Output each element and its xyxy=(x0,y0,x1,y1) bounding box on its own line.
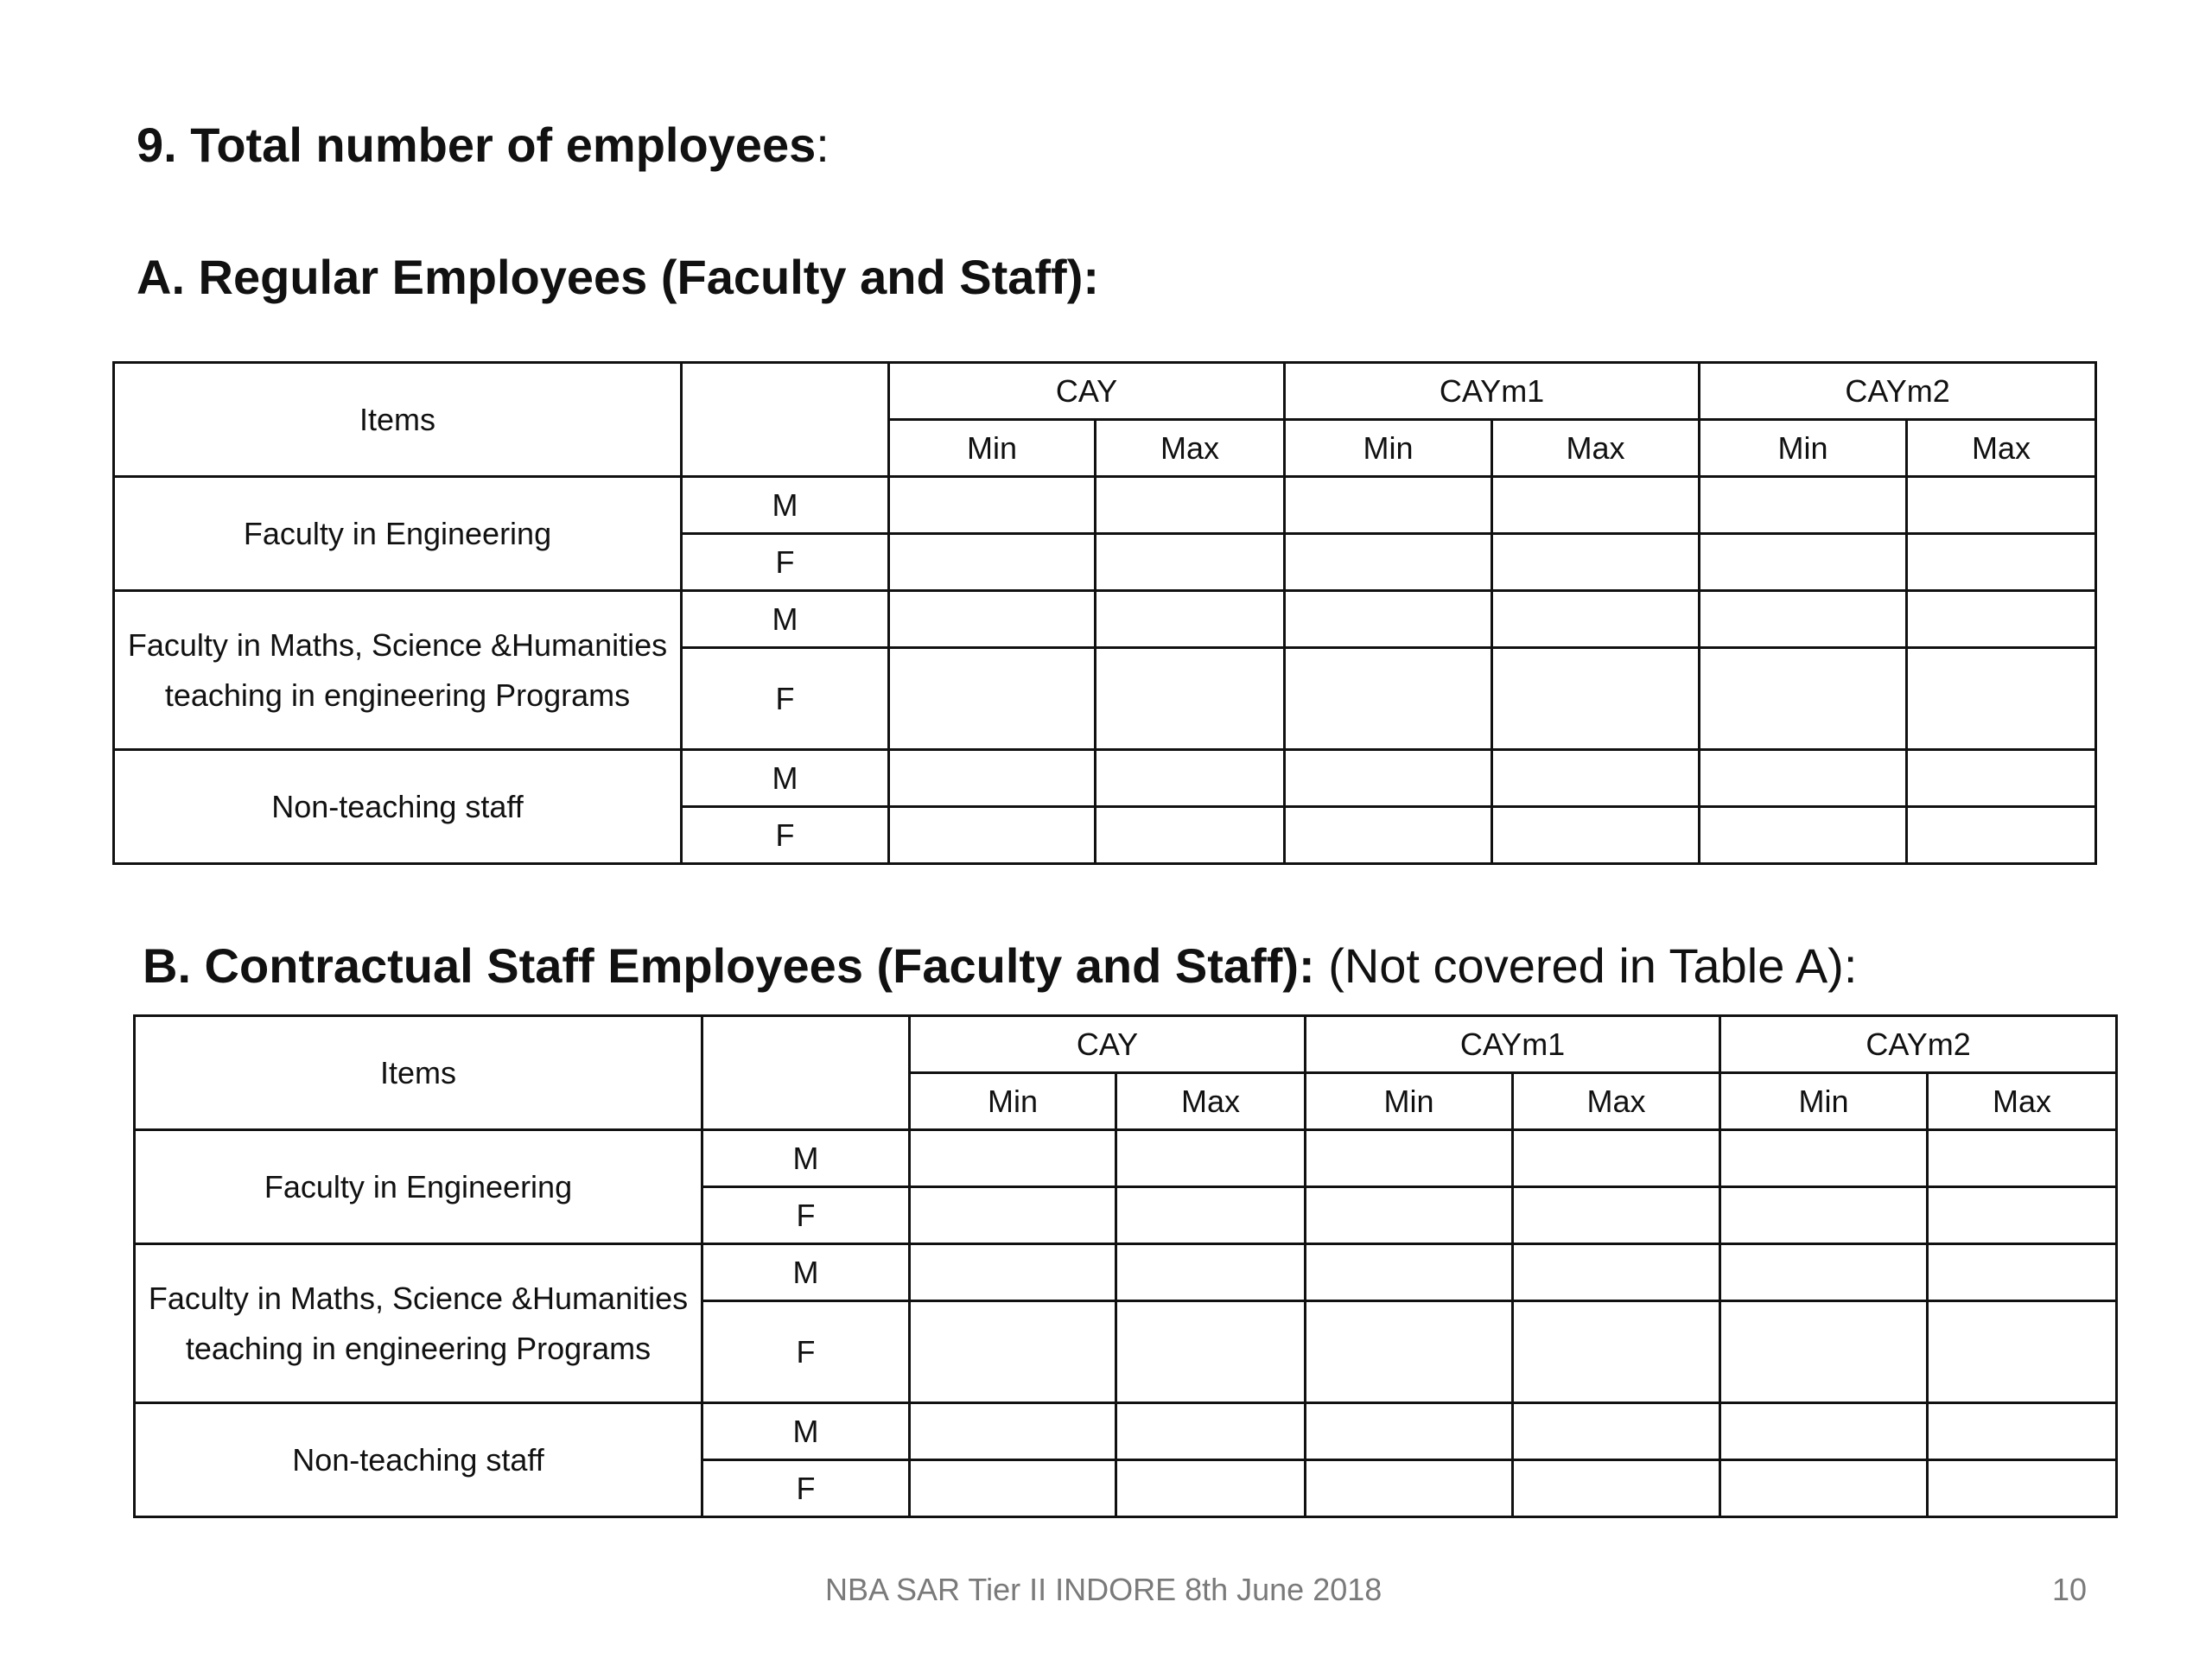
gender-cell: F xyxy=(682,648,889,750)
year-header-cay: CAY xyxy=(910,1016,1306,1073)
min-header: Min xyxy=(889,420,1096,477)
value-cell[interactable] xyxy=(1907,807,2096,864)
value-cell[interactable] xyxy=(1513,1301,1720,1403)
value-cell[interactable] xyxy=(1907,534,2096,591)
year-header-caym2: CAYm2 xyxy=(1720,1016,2117,1073)
max-header: Max xyxy=(1116,1073,1306,1130)
value-cell[interactable] xyxy=(1700,477,1907,534)
value-cell[interactable] xyxy=(1492,807,1700,864)
gender-cell: M xyxy=(702,1130,910,1187)
value-cell[interactable] xyxy=(1285,807,1492,864)
gender-cell: M xyxy=(702,1403,910,1460)
year-header-caym1: CAYm1 xyxy=(1306,1016,1720,1073)
value-cell[interactable] xyxy=(1928,1460,2117,1517)
gender-cell: M xyxy=(682,477,889,534)
value-cell[interactable] xyxy=(1116,1130,1306,1187)
value-cell[interactable] xyxy=(1928,1244,2117,1301)
row-label-non-teaching-staff: Non-teaching staff xyxy=(114,750,682,864)
max-header: Max xyxy=(1907,420,2096,477)
value-cell[interactable] xyxy=(1492,534,1700,591)
value-cell[interactable] xyxy=(889,750,1096,807)
value-cell[interactable] xyxy=(1116,1244,1306,1301)
value-cell[interactable] xyxy=(1928,1301,2117,1403)
gender-cell: M xyxy=(682,591,889,648)
value-cell[interactable] xyxy=(1513,1244,1720,1301)
value-cell[interactable] xyxy=(1116,1460,1306,1517)
value-cell[interactable] xyxy=(1096,807,1285,864)
value-cell[interactable] xyxy=(1720,1403,1928,1460)
gender-cell: M xyxy=(682,750,889,807)
value-cell[interactable] xyxy=(1285,750,1492,807)
items-header: Items xyxy=(114,363,682,477)
value-cell[interactable] xyxy=(1096,534,1285,591)
value-cell[interactable] xyxy=(910,1244,1116,1301)
gender-cell: F xyxy=(702,1187,910,1244)
items-header: Items xyxy=(135,1016,702,1130)
value-cell[interactable] xyxy=(1285,648,1492,750)
gender-cell: F xyxy=(682,534,889,591)
value-cell[interactable] xyxy=(1096,648,1285,750)
gender-cell: F xyxy=(682,807,889,864)
max-header: Max xyxy=(1513,1073,1720,1130)
value-cell[interactable] xyxy=(1513,1460,1720,1517)
value-cell[interactable] xyxy=(1720,1244,1928,1301)
value-cell[interactable] xyxy=(1928,1187,2117,1244)
value-cell[interactable] xyxy=(910,1403,1116,1460)
value-cell[interactable] xyxy=(1116,1187,1306,1244)
value-cell[interactable] xyxy=(1306,1460,1513,1517)
page-number: 10 xyxy=(2052,1572,2088,1607)
min-header: Min xyxy=(1700,420,1907,477)
value-cell[interactable] xyxy=(1306,1403,1513,1460)
value-cell[interactable] xyxy=(1700,534,1907,591)
year-header-caym2: CAYm2 xyxy=(1700,363,2096,420)
heading-contractual-employees-text: B. Contractual Staff Employees (Faculty and Staff): xyxy=(143,938,1315,993)
heading-contractual-employees-note: (Not covered in Table A): xyxy=(1314,938,1858,993)
year-header-cay: CAY xyxy=(889,363,1285,420)
value-cell[interactable] xyxy=(1907,477,2096,534)
heading-contractual-employees xyxy=(143,938,1858,993)
max-header: Max xyxy=(1928,1073,2117,1130)
regular-employees-table xyxy=(112,361,2097,865)
value-cell[interactable] xyxy=(1492,591,1700,648)
value-cell[interactable] xyxy=(889,534,1096,591)
value-cell[interactable] xyxy=(1492,477,1700,534)
contractual-employees-table xyxy=(133,1014,2118,1518)
value-cell[interactable] xyxy=(1700,591,1907,648)
gender-cell: F xyxy=(702,1460,910,1517)
value-cell[interactable] xyxy=(1492,648,1700,750)
gender-header-cell xyxy=(682,363,889,477)
value-cell[interactable] xyxy=(1306,1301,1513,1403)
row-label-faculty-engineering: Faculty in Engineering xyxy=(135,1130,702,1244)
value-cell[interactable] xyxy=(910,1460,1116,1517)
value-cell[interactable] xyxy=(1928,1403,2117,1460)
min-header: Min xyxy=(1720,1073,1928,1130)
value-cell[interactable] xyxy=(1700,807,1907,864)
value-cell[interactable] xyxy=(889,591,1096,648)
value-cell[interactable] xyxy=(1285,591,1492,648)
value-cell[interactable] xyxy=(1907,591,2096,648)
value-cell[interactable] xyxy=(910,1187,1116,1244)
value-cell[interactable] xyxy=(1306,1130,1513,1187)
min-header: Min xyxy=(1285,420,1492,477)
value-cell[interactable] xyxy=(1306,1187,1513,1244)
value-cell[interactable] xyxy=(1720,1301,1928,1403)
heading-total-employees-text: 9. Total number of employees xyxy=(137,118,817,172)
value-cell[interactable] xyxy=(1096,591,1285,648)
value-cell[interactable] xyxy=(1492,750,1700,807)
heading-total-employees xyxy=(137,118,830,172)
value-cell[interactable] xyxy=(1285,534,1492,591)
row-label-faculty-maths-science: Faculty in Maths, Science &Humanities teaching in engineering Programs xyxy=(135,1244,702,1403)
value-cell[interactable] xyxy=(1285,477,1492,534)
gender-header-cell xyxy=(702,1016,910,1130)
value-cell[interactable] xyxy=(889,807,1096,864)
value-cell[interactable] xyxy=(1116,1403,1306,1460)
value-cell[interactable] xyxy=(910,1301,1116,1403)
value-cell[interactable] xyxy=(1513,1187,1720,1244)
value-cell[interactable] xyxy=(1907,648,2096,750)
year-header-caym1: CAYm1 xyxy=(1285,363,1700,420)
value-cell[interactable] xyxy=(1116,1301,1306,1403)
value-cell[interactable] xyxy=(889,477,1096,534)
value-cell[interactable] xyxy=(1700,750,1907,807)
value-cell[interactable] xyxy=(1306,1244,1513,1301)
heading-total-employees-colon: : xyxy=(816,118,830,172)
value-cell[interactable] xyxy=(1096,750,1285,807)
value-cell[interactable] xyxy=(1720,1130,1928,1187)
value-cell[interactable] xyxy=(1513,1130,1720,1187)
value-cell[interactable] xyxy=(889,648,1096,750)
value-cell[interactable] xyxy=(1720,1460,1928,1517)
max-header: Max xyxy=(1096,420,1285,477)
row-label-faculty-engineering: Faculty in Engineering xyxy=(114,477,682,591)
value-cell[interactable] xyxy=(1720,1187,1928,1244)
footer-text: NBA SAR Tier II INDORE 8th June 2018 xyxy=(825,1572,1382,1607)
value-cell[interactable] xyxy=(1700,648,1907,750)
row-label-faculty-maths-science: Faculty in Maths, Science &Humanities teaching in engineering Programs xyxy=(114,591,682,750)
value-cell[interactable] xyxy=(910,1130,1116,1187)
value-cell[interactable] xyxy=(1513,1403,1720,1460)
row-label-non-teaching-staff: Non-teaching staff xyxy=(135,1403,702,1517)
min-header: Min xyxy=(1306,1073,1513,1130)
gender-cell: F xyxy=(702,1301,910,1403)
heading-regular-employees: A. Regular Employees (Faculty and Staff): xyxy=(137,250,1099,304)
value-cell[interactable] xyxy=(1096,477,1285,534)
min-header: Min xyxy=(910,1073,1116,1130)
value-cell[interactable] xyxy=(1928,1130,2117,1187)
gender-cell: M xyxy=(702,1244,910,1301)
value-cell[interactable] xyxy=(1907,750,2096,807)
max-header: Max xyxy=(1492,420,1700,477)
